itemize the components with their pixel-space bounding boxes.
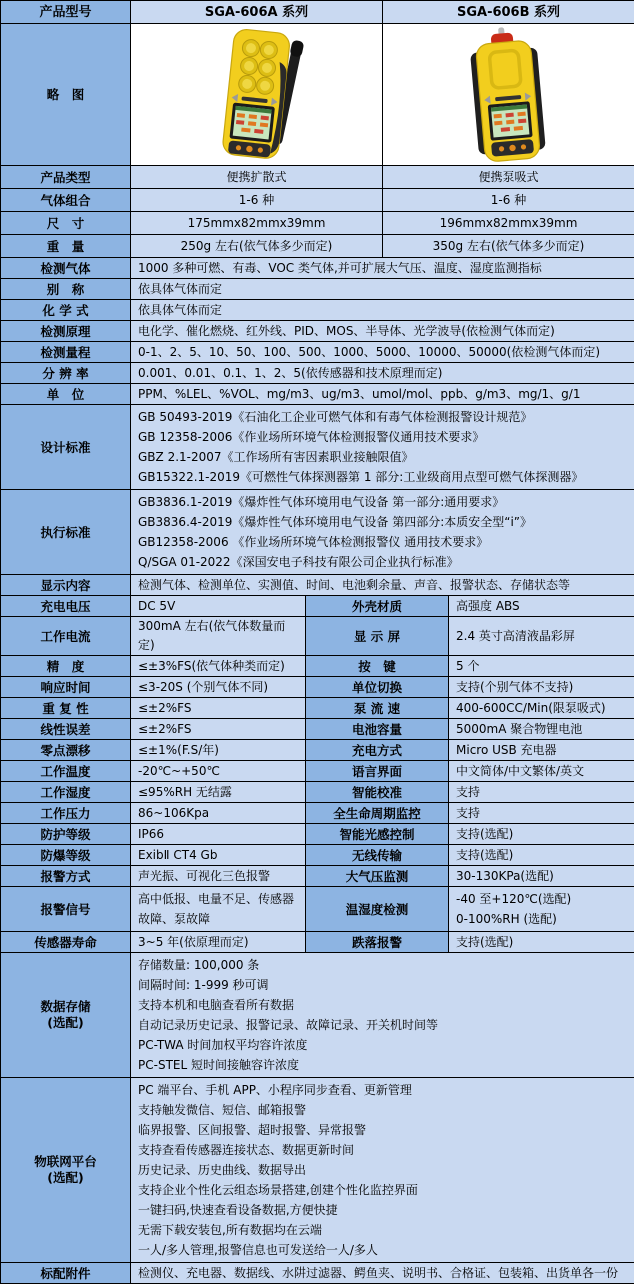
spec-label-line: (选配): [3, 1170, 128, 1186]
table-row: [1, 258, 634, 279]
spec-label-left: 重 复 性: [1, 698, 131, 719]
spec-label-left: 防护等级: [1, 824, 131, 845]
spec-value: 电化学、催化燃烧、红外线、PID、MOS、半导体、光学波导(依检测气体而定): [131, 321, 634, 342]
spec-label: 产品类型: [1, 166, 131, 189]
spec-value-right: [449, 887, 634, 932]
spec-label: 化 学 式: [1, 300, 131, 321]
spec-value-left: ≤±1%(F.S/年): [131, 740, 306, 761]
spec-line: PC-TWA 时间加权平均容许浓度: [138, 1035, 627, 1055]
spec-label-right: 泵 流 速: [306, 698, 449, 719]
spec-value-left: ≤3-20S (个别气体不同): [131, 677, 306, 698]
spec-label: [1, 1078, 131, 1263]
spec-value: 0-1、2、5、10、50、100、500、1000、5000、10000、50000(依检测气体而定): [131, 342, 634, 363]
table-row: [1, 342, 634, 363]
spec-value: 1000 多种可燃、有毒、VOC 类气体,并可扩展大气压、温度、湿度监测指标: [131, 258, 634, 279]
lcd-screen: [229, 102, 275, 142]
spec-label-right: 跌落报警: [306, 932, 449, 953]
spec-label-left: 工作压力: [1, 803, 131, 824]
spec-value-right: 支持(选配): [449, 845, 634, 866]
spec-label-left: 充电电压: [1, 596, 131, 617]
spec-value-multiline: [131, 490, 634, 575]
spec-value-right: 5000mA 聚合物锂电池: [449, 719, 634, 740]
spec-label: 气体组合: [1, 189, 131, 212]
table-row: [1, 1078, 634, 1263]
spec-line: GB 50493-2019《石油化工企业可燃气体和有毒气体检测报警设计规范》: [138, 407, 627, 427]
spec-value: 0.001、0.01、0.1、1、2、5(依传感器和技术原理而定): [131, 363, 634, 384]
spec-value-left: -20℃~+50℃: [131, 761, 306, 782]
spec-line: 支持查看传感器连接状态、数据更新时间: [138, 1140, 627, 1160]
spec-label-right: 电池容量: [306, 719, 449, 740]
spec-label-left: 精 度: [1, 656, 131, 677]
col-header-series-a: SGA-606A 系列: [131, 1, 383, 24]
spec-line: 间隔时间: 1-999 秒可调: [138, 975, 627, 995]
spec-value-b: 1-6 种: [383, 189, 634, 212]
spec-value-right: 支持(选配): [449, 932, 634, 953]
spec-label-left: 工作湿度: [1, 782, 131, 803]
spec-label-right: 大气压监测: [306, 866, 449, 887]
spec-value-right: 支持: [449, 782, 634, 803]
spec-value-a: 175mmx82mmx39mm: [131, 212, 383, 235]
spec-label-left: 线性误差: [1, 719, 131, 740]
spec-value: 依具体气体而定: [131, 279, 634, 300]
spec-value-right: 中文简体/中文繁体/英文: [449, 761, 634, 782]
spec-label-left: 工作电流: [1, 617, 131, 656]
header-row: [1, 1, 634, 24]
spec-value-right: 2.4 英寸高清液晶彩屏: [449, 617, 634, 656]
spec-value-a: 便携扩散式: [131, 166, 383, 189]
spec-label: 重 量: [1, 235, 131, 258]
table-row: [1, 719, 634, 740]
table-row: [1, 845, 634, 866]
spec-value: 检测气体、检测单位、实测值、时间、电池剩余量、声音、报警状态、存储状态等: [131, 575, 634, 596]
spec-value-right: 30-130KPa(选配): [449, 866, 634, 887]
spec-label: 检测原理: [1, 321, 131, 342]
table-row: [1, 279, 634, 300]
spec-line: 支持触发微信、短信、邮箱报警: [138, 1100, 627, 1120]
spec-line: GB12358-2006 《作业场所环境气体检测报警仪 通用技术要求》: [138, 532, 627, 552]
spec-line: 一人/多人管理,报警信息也可发送给一人/多人: [138, 1240, 627, 1260]
spec-line: 自动记录历史记录、报警记录、故障记录、开关机时间等: [138, 1015, 627, 1035]
spec-line: GB3836.4-2019《爆炸性气体环境用电气设备 第四部分:本质安全型“i”》: [138, 512, 627, 532]
spec-label: 标配附件: [1, 1263, 131, 1284]
spec-line: 0-100%RH (选配): [456, 909, 627, 929]
lcd-screen: [487, 101, 532, 141]
table-row: [1, 866, 634, 887]
table-row: [1, 575, 634, 596]
table-row: [1, 405, 634, 490]
spec-value-left: 300mA 左右(依气体数量而定): [131, 617, 306, 656]
table-row: [1, 824, 634, 845]
table-row: [1, 677, 634, 698]
spec-label-right: 智能光感控制: [306, 824, 449, 845]
spec-label-line: 数据存储: [3, 999, 128, 1015]
spec-label-right: 温湿度检测: [306, 887, 449, 932]
spec-label: 执行标准: [1, 490, 131, 575]
table-row: [1, 887, 634, 932]
spec-value-left: IP66: [131, 824, 306, 845]
spec-value-right: Micro USB 充电器: [449, 740, 634, 761]
spec-label-right: 语言界面: [306, 761, 449, 782]
spec-value-a: 250g 左右(依气体多少而定): [131, 235, 383, 258]
spec-line: GB3836.1-2019《爆炸性气体环境用电气设备 第一部分:通用要求》: [138, 492, 627, 512]
spec-label: 显示内容: [1, 575, 131, 596]
spec-value-left: ≤±2%FS: [131, 698, 306, 719]
spec-value-left: ≤±2%FS: [131, 719, 306, 740]
spec-label-left: 报警信号: [1, 887, 131, 932]
spec-line: GB15322.1-2019《可燃性气体探测器第 1 部分:工业级商用点型可燃气体探测器》: [138, 467, 627, 487]
table-row: [1, 698, 634, 719]
table-row: [1, 1263, 634, 1284]
spec-line: 支持企业个性化云组态场景搭建,创建个性化监控界面: [138, 1180, 627, 1200]
spec-label-right: 按 键: [306, 656, 449, 677]
spec-value-right: 支持: [449, 803, 634, 824]
spec-line: -40 至+120℃(选配): [456, 889, 627, 909]
spec-line: 临界报警、区间报警、超时报警、异常报警: [138, 1120, 627, 1140]
table-row: [1, 761, 634, 782]
spec-label-right: 外壳材质: [306, 596, 449, 617]
spec-line: 无需下载安装包,所有数据均在云端: [138, 1220, 627, 1240]
table-row: [1, 617, 634, 656]
table-row: [1, 363, 634, 384]
spec-value-multiline: [131, 405, 634, 490]
spec-label-right: 充电方式: [306, 740, 449, 761]
table-row: [1, 656, 634, 677]
spec-line: 历史记录、历史曲线、数据导出: [138, 1160, 627, 1180]
col-header-series-b: SGA-606B 系列: [383, 1, 634, 24]
table-row: [1, 235, 634, 258]
spec-label: 尺 寸: [1, 212, 131, 235]
spec-label-right: 单位切换: [306, 677, 449, 698]
spec-label-right: 无线传输: [306, 845, 449, 866]
spec-label: 别 称: [1, 279, 131, 300]
spec-value-multiline: [131, 953, 634, 1078]
table-row: [1, 803, 634, 824]
table-row: [1, 300, 634, 321]
sketch-cell-b: [383, 24, 634, 166]
spec-value-left: 声光振、可视化三色报警: [131, 866, 306, 887]
table-row: [1, 932, 634, 953]
spec-value-right: 高强度 ABS: [449, 596, 634, 617]
sensor-grilles: [237, 38, 277, 94]
spec-line: Q/SGA 01-2022《深国安电子科技有限公司企业执行标准》: [138, 552, 627, 572]
spec-value-a: 1-6 种: [131, 189, 383, 212]
spec-value-b: 196mmx82mmx39mm: [383, 212, 634, 235]
spec-line: 一键扫码,快速查看设备数据,方便快捷: [138, 1200, 627, 1220]
spec-label-right: 智能校准: [306, 782, 449, 803]
table-row: [1, 740, 634, 761]
spec-label-left: 防爆等级: [1, 845, 131, 866]
spec-line: GB 12358-2006《作业场所环境气体检测报警仪通用技术要求》: [138, 427, 627, 447]
table-row: [1, 596, 634, 617]
spec-label-left: 工作温度: [1, 761, 131, 782]
spec-value-left: 86~106Kpa: [131, 803, 306, 824]
spec-label: [1, 953, 131, 1078]
spec-label-line: 物联网平台: [3, 1154, 128, 1170]
spec-value-left: 高中低报、电量不足、传感器故障、泵故障: [131, 887, 306, 932]
table-row: [1, 953, 634, 1078]
spec-value-right: 5 个: [449, 656, 634, 677]
spec-label-left: 响应时间: [1, 677, 131, 698]
spec-label: 检测气体: [1, 258, 131, 279]
spec-label: 单 位: [1, 384, 131, 405]
table-row: [1, 321, 634, 342]
spec-line: GBZ 2.1-2007《工作场所有害因素职业接触限值》: [138, 447, 627, 467]
spec-value-b: 便携泵吸式: [383, 166, 634, 189]
spec-value-b: 350g 左右(依气体多少而定): [383, 235, 634, 258]
spec-label-line: (选配): [3, 1015, 128, 1031]
table-row: [1, 189, 634, 212]
sketch-label: 略 图: [1, 24, 131, 166]
table-row: [1, 166, 634, 189]
spec-label-left: 零点漂移: [1, 740, 131, 761]
table-row: [1, 384, 634, 405]
col-header-product-model: 产品型号: [1, 1, 131, 24]
table-row: [1, 782, 634, 803]
spec-value-left: ≤95%RH 无结露: [131, 782, 306, 803]
spec-value: 依具体气体而定: [131, 300, 634, 321]
table-row: [1, 490, 634, 575]
spec-line: PC-STEL 短时间接触容许浓度: [138, 1055, 627, 1075]
spec-value-left: ExibⅡ CT4 Gb: [131, 845, 306, 866]
spec-label-left: 传感器寿命: [1, 932, 131, 953]
product-image-sga-606a: [172, 26, 342, 164]
spec-line: 支持本机和电脑查看所有数据: [138, 995, 627, 1015]
spec-label: 设计标准: [1, 405, 131, 490]
sketch-row: [1, 24, 634, 166]
spec-label-right: 全生命周期监控: [306, 803, 449, 824]
spec-value-right: 支持(选配): [449, 824, 634, 845]
table-row: [1, 212, 634, 235]
spec-label-right: 显 示 屏: [306, 617, 449, 656]
spec-label-left: 报警方式: [1, 866, 131, 887]
spec-label: 检测量程: [1, 342, 131, 363]
spec-value-right: 400-600CC/Min(限泵吸式): [449, 698, 634, 719]
spec-line: 存储数量: 100,000 条: [138, 955, 627, 975]
spec-value-left: 3~5 年(依原理而定): [131, 932, 306, 953]
spec-value-left: DC 5V: [131, 596, 306, 617]
spec-value-left: ≤±3%FS(依气体种类而定): [131, 656, 306, 677]
product-image-sga-606b: [424, 26, 594, 164]
spec-value-right: 支持(个别气体不支持): [449, 677, 634, 698]
spec-value: PPM、%LEL、%VOL、mg/m3、ug/m3、umol/mol、ppb、g/m3、mg/1、g/1: [131, 384, 634, 405]
sketch-cell-a: [131, 24, 383, 166]
spec-value-multiline: [131, 1078, 634, 1263]
spec-value: 检测仪、充电器、数据线、水阱过滤器、鳄鱼夹、说明书、合格证、包装箱、出货单各一份: [131, 1263, 634, 1284]
spec-label: 分 辨 率: [1, 363, 131, 384]
spec-line: PC 端平台、手机 APP、小程序同步查看、更新管理: [138, 1080, 627, 1100]
